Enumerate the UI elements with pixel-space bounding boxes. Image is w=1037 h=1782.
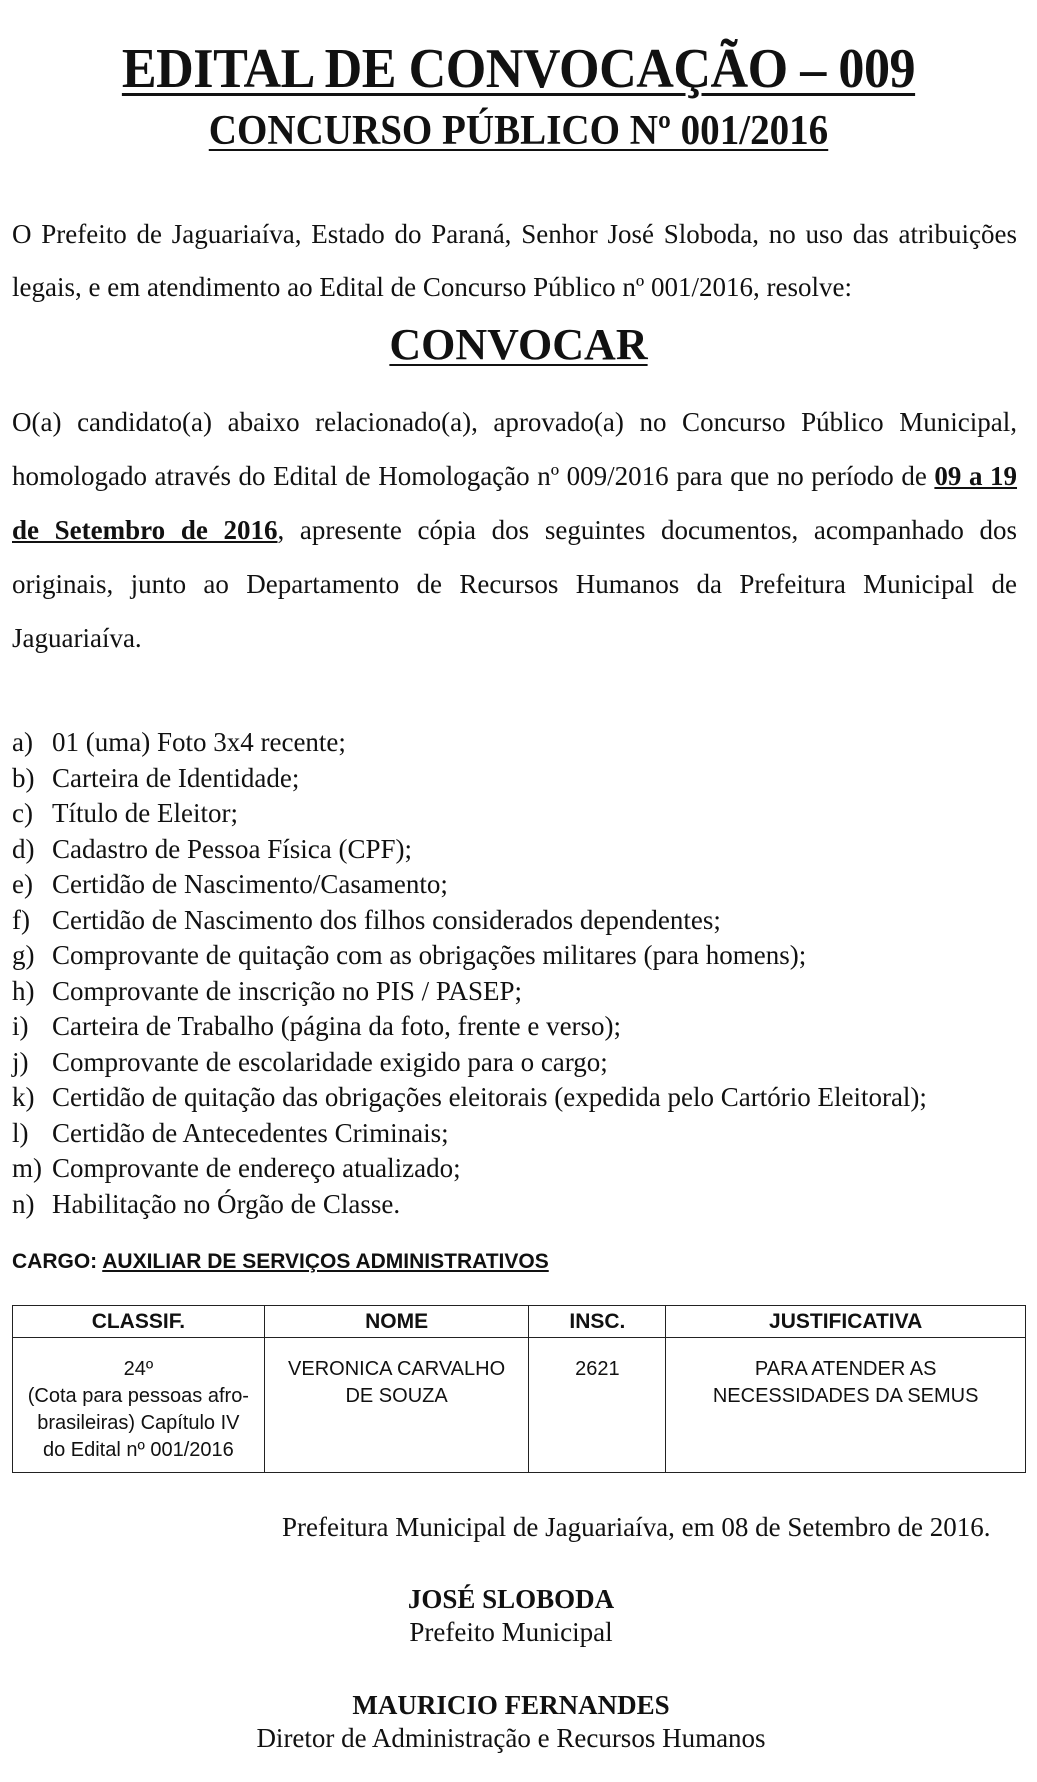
list-item bbox=[12, 1187, 927, 1223]
list-item-letter: m) bbox=[12, 1153, 42, 1183]
list-item-letter: d) bbox=[12, 833, 35, 864]
list-item-text: Cadastro de Pessoa Física (CPF); bbox=[52, 833, 412, 864]
list-item-letter: j) bbox=[12, 1046, 29, 1077]
classif-note-line-2: brasileiras) Capítulo IV bbox=[37, 1412, 240, 1434]
table-row bbox=[13, 1338, 1026, 1473]
body-text-part1: O(a) candidato(a) abaixo relacionado(a), aprovado(a) no Concurso Público Municipal, homologado através do Edital de Homologação nº 009/2016 para que no período de bbox=[12, 407, 1017, 491]
list-item-text: Certidão de Nascimento/Casamento; bbox=[52, 869, 448, 899]
list-item-text: Comprovante de escolaridade exigido para o cargo; bbox=[52, 1046, 608, 1077]
list-item bbox=[12, 974, 927, 1010]
intro-paragraph: O Prefeito de Jaguariaíva, Estado do Paraná, Senhor José Sloboda, no uso das atribuições legais, e em atendimento ao Edital de Concurso Público nº 001/2016, resolve: bbox=[12, 219, 1017, 302]
nome-line-2: DE SOUZA bbox=[345, 1385, 448, 1407]
cell-classif bbox=[13, 1338, 265, 1473]
list-item-text: 01 (uma) Foto 3x4 recente; bbox=[52, 727, 346, 757]
cell-nome bbox=[264, 1338, 529, 1473]
document-subtitle: CONCURSO PÚBLICO Nº 001/2016 bbox=[208, 108, 829, 154]
list-item-letter: k) bbox=[12, 1082, 35, 1112]
list-item bbox=[12, 1151, 927, 1187]
list-item-letter: e) bbox=[12, 869, 33, 899]
list-item bbox=[12, 867, 927, 903]
document-list bbox=[12, 725, 927, 1222]
justificativa-line-2: NECESSIDADES DA SEMUS bbox=[712, 1385, 979, 1407]
cell-justificativa bbox=[666, 1338, 1026, 1473]
list-item bbox=[12, 761, 927, 797]
closing-date-line: Prefeitura Municipal de Jaguariaíva, em 08 de Setembro de 2016. bbox=[282, 1512, 991, 1542]
list-item bbox=[12, 725, 927, 761]
cargo-line bbox=[12, 1250, 549, 1274]
list-item-letter: f) bbox=[12, 904, 30, 935]
list-item-text: Título de Eleitor; bbox=[52, 798, 238, 828]
list-item-text: Comprovante de inscrição no PIS / PASEP; bbox=[52, 975, 522, 1006]
signatory-role: Diretor de Administração e Recursos Humanos bbox=[256, 1723, 766, 1753]
signatory-name: MAURICIO FERNANDES bbox=[352, 1690, 670, 1720]
list-item-letter: i) bbox=[12, 1011, 29, 1041]
list-item bbox=[12, 938, 927, 974]
body-paragraph bbox=[12, 395, 1017, 665]
list-item bbox=[12, 1045, 927, 1081]
list-item-letter: n) bbox=[12, 1188, 35, 1219]
cargo-label: CARGO: bbox=[12, 1250, 98, 1273]
action-heading: CONVOCAR bbox=[389, 320, 648, 369]
body-text-part2: , apresente cópia dos seguintes documentos, acompanhado dos originais, junto ao Departamento de Recursos Humanos da Prefeitura Municipal de Jaguariaíva. bbox=[12, 515, 1018, 653]
list-item bbox=[12, 1116, 927, 1152]
header-justificativa: JUSTIFICATIVA bbox=[666, 1306, 1026, 1338]
header-nome: NOME bbox=[264, 1306, 529, 1338]
list-item-letter: l) bbox=[12, 1117, 29, 1148]
list-item bbox=[12, 796, 927, 832]
header-classif: CLASSIF. bbox=[13, 1306, 265, 1338]
classif-rank: 24º bbox=[123, 1358, 154, 1380]
list-item-letter: c) bbox=[12, 798, 33, 828]
nome-line-1: VERONICA CARVALHO bbox=[288, 1358, 506, 1380]
list-item-letter: b) bbox=[12, 762, 35, 793]
list-item-text: Certidão de quitação das obrigações eleitorais (expedida pelo Cartório Eleitoral); bbox=[52, 1082, 927, 1112]
list-item-letter: g) bbox=[12, 940, 35, 970]
cargo-value: AUXILIAR DE SERVIÇOS ADMINISTRATIVOS bbox=[102, 1250, 549, 1273]
list-item bbox=[12, 832, 927, 868]
list-item bbox=[12, 1009, 927, 1045]
list-item-text: Carteira de Identidade; bbox=[52, 762, 300, 793]
justificativa-line-1: PARA ATENDER AS bbox=[754, 1358, 937, 1380]
list-item bbox=[12, 903, 927, 939]
list-item-text: Certidão de Antecedentes Criminais; bbox=[52, 1117, 449, 1148]
signatory-name: JOSÉ SLOBODA bbox=[407, 1584, 615, 1614]
header-insc: INSC. bbox=[529, 1306, 666, 1338]
list-item bbox=[12, 1080, 927, 1116]
classif-note-line-3: do Edital nº 001/2016 bbox=[42, 1439, 234, 1461]
list-item-letter: a) bbox=[12, 727, 33, 757]
signatory-role: Prefeito Municipal bbox=[409, 1617, 613, 1647]
list-item-text: Carteira de Trabalho (página da foto, frente e verso); bbox=[52, 1011, 622, 1041]
list-item-text: Comprovante de endereço atualizado; bbox=[52, 1153, 461, 1183]
signature-block-mayor bbox=[0, 1583, 1022, 1649]
list-item-text: Certidão de Nascimento dos filhos considerados dependentes; bbox=[52, 904, 721, 935]
results-table bbox=[12, 1305, 1026, 1473]
signature-block-director bbox=[0, 1689, 1022, 1755]
document-title: EDITAL DE CONVOCAÇÃO – 009 bbox=[121, 38, 916, 100]
list-item-text: Habilitação no Órgão de Classe. bbox=[52, 1188, 401, 1219]
classif-note-line-1: (Cota para pessoas afro- bbox=[27, 1385, 249, 1407]
list-item-letter: h) bbox=[12, 975, 35, 1006]
list-item-text: Comprovante de quitação com as obrigações militares (para homens); bbox=[52, 940, 807, 970]
period-highlight: 09 a 19 de Setembro de 2016 bbox=[12, 461, 1018, 545]
cell-insc: 2621 bbox=[529, 1338, 666, 1473]
table-header-row bbox=[13, 1306, 1026, 1338]
